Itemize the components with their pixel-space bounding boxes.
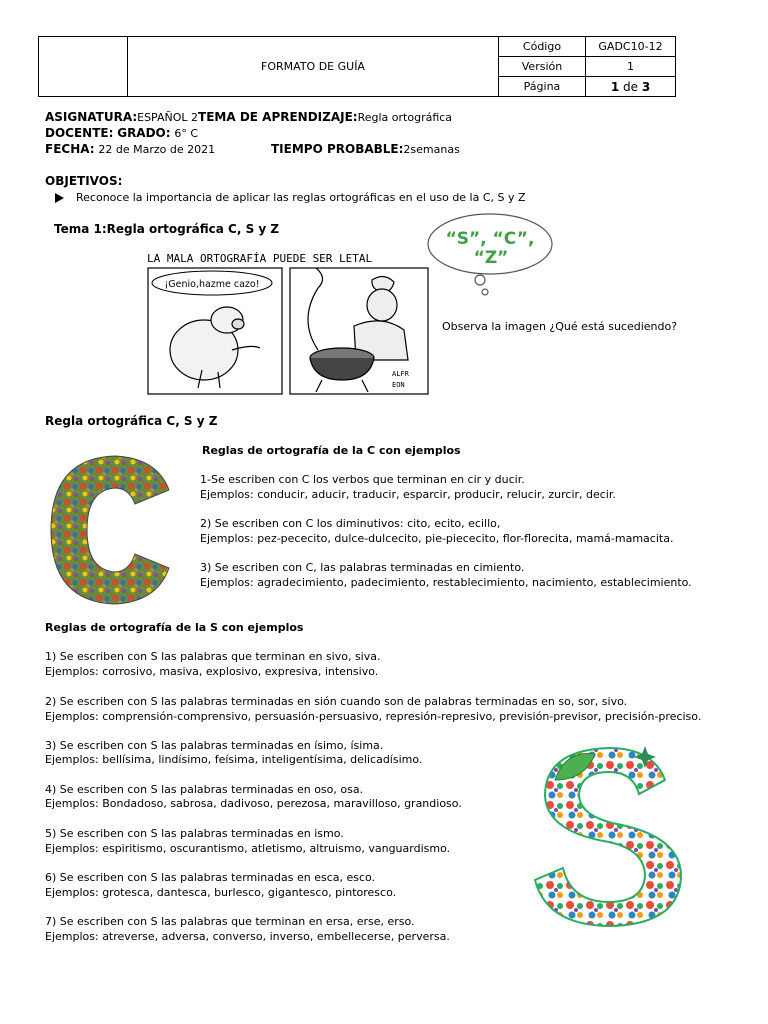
version-label: Versión	[499, 57, 586, 77]
c-rule-1: 1-Se escriben con C los verbos que terminan en cir y ducir.	[200, 473, 525, 486]
version-value: 1	[586, 57, 676, 77]
s-example-2: Ejemplos: comprensión-comprensivo, persuasión-persuasivo, represión-represivo, previsión-previsor, precisión-preciso.	[45, 710, 702, 723]
s-rule-1: 1) Se escriben con S las palabras que terminan en sivo, siva.	[45, 650, 381, 663]
s-example-7: Ejemplos: atreverse, adversa, converso, inverso, embellecerse, perversa.	[45, 930, 450, 943]
decorative-letter-s	[525, 740, 690, 932]
section-title: Regla ortográfica C, S y Z	[45, 414, 218, 428]
decorative-letter-c	[47, 450, 177, 610]
fecha-line	[45, 142, 215, 157]
s-example-5: Ejemplos: espiritismo, oscurantismo, atletismo, altruismo, vanguardismo.	[45, 842, 451, 855]
s-rule-7: 7) Se escriben con S las palabras que terminan en ersa, erse, erso.	[45, 915, 415, 928]
fecha-value: 22 de Marzo de 2021	[98, 143, 216, 156]
asignatura-value: ESPAÑOL 2	[137, 111, 199, 124]
speech-text: ¡Genio,hazme cazo!	[164, 279, 260, 290]
objetivo-item	[55, 191, 526, 205]
c-rules-title: Reglas de ortografía de la C con ejemplos	[202, 444, 461, 457]
asignatura-label: ASIGNATURA:	[45, 110, 138, 124]
fecha-label: FECHA:	[45, 142, 95, 156]
s-rule-3: 3) Se escriben con S las palabras terminadas en ísimo, ísima.	[45, 739, 384, 752]
tiempo-value: 2semanas	[403, 143, 460, 156]
codigo-value: GADC10-12	[586, 37, 676, 57]
s-example-6: Ejemplos: grotesca, dantesca, burlesco, gigantesco, pintoresco.	[45, 886, 397, 899]
s-rule-4: 4) Se escriben con S las palabras terminadas en oso, osa.	[45, 783, 364, 796]
asignatura-line	[45, 110, 452, 125]
cloud-z-text: “Z”	[473, 248, 509, 268]
grado-value: 6° C	[174, 127, 199, 140]
pagina-label: Página	[499, 77, 586, 97]
docente-line	[45, 126, 198, 141]
thought-cloud	[425, 212, 555, 298]
svg-text:EON: EON	[392, 381, 405, 389]
s-rules-title: Reglas de ortografía de la S con ejemplos	[45, 621, 304, 634]
s-rule-5: 5) Se escriben con S las palabras terminadas en ismo.	[45, 827, 344, 840]
observe-text: Observa la imagen ¿Qué está sucediendo?	[442, 320, 678, 333]
cartoon-image	[142, 250, 432, 400]
c-example-2: Ejemplos: pez-pececito, dulce-dulcecito, pie-piececito, flor-florecita, mamá-mamacita.	[200, 532, 674, 545]
docente-label: DOCENTE:	[45, 126, 114, 140]
pagina-total: 3	[641, 79, 651, 94]
s-rule-6: 6) Se escriben con S las palabras terminadas en esca, esco.	[45, 871, 376, 884]
objetivo-text: Reconoce la importancia de aplicar las reglas ortográficas en el uso de la C, S y Z	[76, 191, 526, 204]
artist-signature: ALFR	[392, 370, 409, 378]
tema-value: Regla ortográfica	[357, 111, 453, 124]
tema1-title: Tema 1:Regla ortográfica C, S y Z	[54, 222, 280, 236]
arrow-bullet-icon	[55, 193, 64, 203]
s-example-4: Ejemplos: Bondadoso, sabrosa, dadivoso, perezosa, maravilloso, grandioso.	[45, 797, 462, 810]
cloud-s-c-text: “S”, “C”,	[445, 229, 535, 249]
c-rule-2: 2) Se escriben con C los diminutivos: cito, ecito, ecillo,	[200, 517, 501, 530]
pagina-value	[586, 77, 676, 97]
s-example-3: Ejemplos: bellísima, lindísimo, feísima, inteligentísima, delicadísimo.	[45, 753, 423, 766]
pagina-de: de	[623, 79, 638, 94]
tiempo-line	[271, 142, 460, 157]
c-example-3: Ejemplos: agradecimiento, padecimiento, restablecimiento, nacimiento, establecimiento.	[200, 576, 692, 589]
format-title: FORMATO DE GUÍA	[128, 37, 499, 97]
grado-label: GRADO:	[117, 126, 171, 140]
tiempo-label: TIEMPO PROBABLE:	[271, 142, 404, 156]
tema-label: TEMA DE APRENDIZAJE:	[198, 110, 358, 124]
codigo-label: Código	[499, 37, 586, 57]
objetivos-title: OBJETIVOS:	[45, 174, 123, 188]
cartoon-title: LA MALA ORTOGRAFÍA PUEDE SER LETAL	[147, 252, 373, 265]
s-example-1: Ejemplos: corrosivo, masiva, explosivo, expresiva, intensivo.	[45, 665, 379, 678]
logo-cell	[39, 37, 128, 97]
s-rule-2: 2) Se escriben con S las palabras terminadas en sión cuando son de palabras terminadas en so, sor, sivo.	[45, 695, 628, 708]
c-example-1: Ejemplos: conducir, aducir, traducir, esparcir, producir, relucir, zurcir, decir.	[200, 488, 616, 501]
c-rule-3: 3) Se escriben con C, las palabras terminadas en cimiento.	[200, 561, 525, 574]
header-table	[38, 36, 676, 97]
pagina-num: 1	[610, 79, 620, 94]
